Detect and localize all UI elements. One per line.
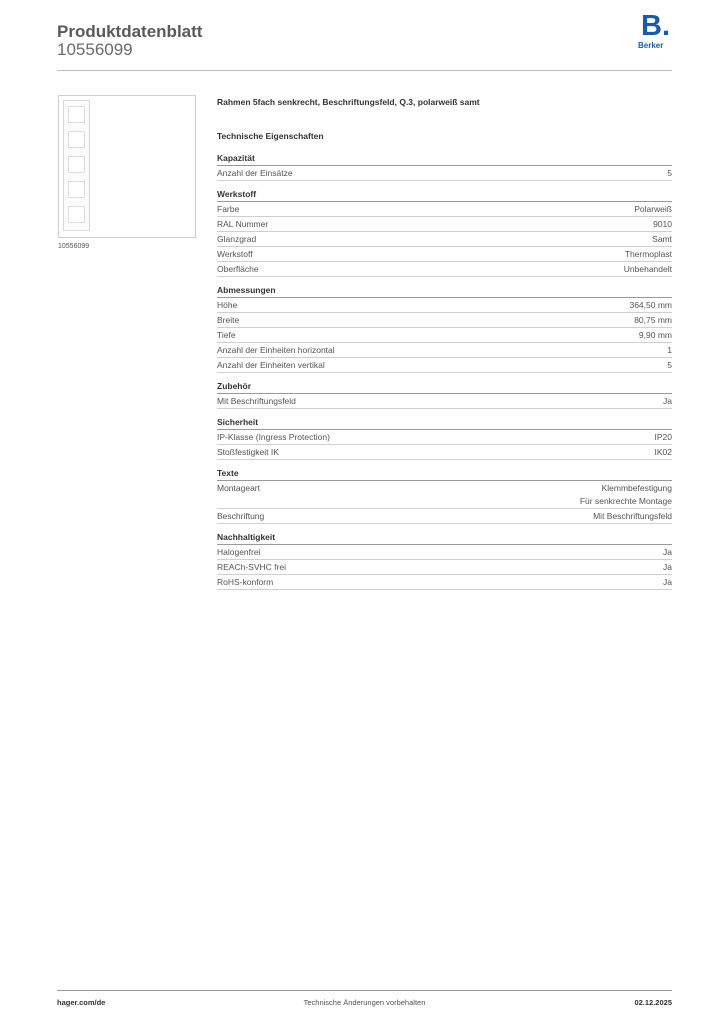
property-value: Ja — [663, 576, 672, 587]
property-label: Montageart — [217, 482, 260, 493]
property-value: 5 — [667, 167, 672, 178]
property-label: Anzahl der Einheiten vertikal — [217, 359, 325, 370]
property-value: 1 — [667, 344, 672, 355]
property-row — [217, 358, 672, 373]
product-title: Rahmen 5fach senkrecht, Beschriftungsfeld, Q.3, polarweiß samt — [217, 97, 480, 107]
property-value: 5 — [667, 359, 672, 370]
property-row — [217, 575, 672, 590]
property-section — [217, 379, 672, 409]
product-details — [217, 95, 672, 590]
property-row — [217, 328, 672, 343]
property-row — [217, 217, 672, 232]
property-value: Ja — [663, 395, 672, 406]
property-label: Beschriftung — [217, 510, 265, 521]
image-caption: 10556099 — [58, 243, 90, 250]
property-section — [217, 187, 672, 277]
footer-disclaimer: Technische Änderungen vorbehalten — [303, 998, 426, 1007]
section-title: Nachhaltigkeit — [217, 530, 672, 545]
property-label: REACh-SVHC frei — [217, 561, 286, 572]
frame-slot — [68, 206, 85, 223]
property-value: IP20 — [654, 431, 672, 442]
property-label: Werkstoff — [217, 248, 253, 259]
property-label: RoHS-konform — [217, 576, 274, 587]
property-value: Polarweiß — [634, 203, 672, 214]
property-row — [217, 298, 672, 313]
property-label: IP-Klasse (Ingress Protection) — [217, 431, 330, 442]
frame-slot — [68, 106, 85, 123]
property-value — [580, 482, 672, 508]
frame-illustration — [63, 100, 90, 231]
property-label: Anzahl der Einsätze — [217, 167, 293, 178]
property-value: Mit Beschriftungsfeld — [593, 510, 672, 521]
section-title: Sicherheit — [217, 415, 672, 430]
property-section — [217, 466, 672, 524]
property-label: RAL Nummer — [217, 218, 269, 229]
property-value: 80,75 mm — [634, 314, 672, 325]
section-title: Zubehör — [217, 379, 672, 394]
article-number: 10556099 — [57, 40, 133, 59]
property-value: Thermoplast — [624, 248, 672, 259]
property-section — [217, 283, 672, 373]
property-row — [217, 313, 672, 328]
property-label: Höhe — [217, 299, 238, 310]
property-row — [217, 545, 672, 560]
property-label: Glanzgrad — [217, 233, 257, 244]
property-label: Mit Beschriftungsfeld — [217, 395, 296, 406]
property-row — [217, 560, 672, 575]
property-row — [217, 232, 672, 247]
property-row — [217, 247, 672, 262]
property-row — [217, 394, 672, 409]
property-section — [217, 415, 672, 460]
property-section — [217, 151, 672, 181]
property-label: Halogenfrei — [217, 546, 261, 557]
frame-slot — [68, 181, 85, 198]
logo-wordmark: Berker — [638, 41, 664, 50]
property-section — [217, 530, 672, 590]
property-value: IK02 — [654, 446, 672, 457]
property-row — [217, 202, 672, 217]
frame-slot — [68, 156, 85, 173]
property-label: Tiefe — [217, 329, 236, 340]
logo-mark: B. — [641, 10, 670, 42]
page-footer — [57, 990, 672, 1011]
property-value: 9,90 mm — [638, 329, 672, 340]
property-label: Farbe — [217, 203, 240, 214]
property-value-line: Für senkrechte Montage — [579, 495, 672, 506]
page-header — [57, 10, 672, 71]
section-title: Abmessungen — [217, 283, 672, 298]
property-value: Unbehandelt — [623, 263, 672, 274]
property-value: 9010 — [653, 218, 672, 229]
property-value: Samt — [652, 233, 672, 244]
property-row — [217, 343, 672, 358]
property-row — [217, 262, 672, 277]
section-title: Texte — [217, 466, 672, 481]
property-value: 364,50 mm — [629, 299, 672, 310]
berker-logo — [638, 10, 672, 56]
section-title: Kapazität — [217, 151, 672, 166]
page-title: Produktdatenblatt — [57, 22, 203, 41]
properties-list — [217, 151, 672, 590]
property-row — [217, 430, 672, 445]
footer-date: 02.12.2025 — [634, 998, 672, 1007]
section-title: Werkstoff — [217, 187, 672, 202]
property-value: Ja — [663, 546, 672, 557]
property-label: Anzahl der Einheiten horizontal — [217, 344, 335, 355]
property-row — [217, 445, 672, 460]
footer-website: hager.com/de — [57, 998, 106, 1007]
property-value: Ja — [663, 561, 672, 572]
property-value-line: Klemmbefestigung — [601, 482, 672, 493]
frame-slot — [68, 131, 85, 148]
technical-properties-heading: Technische Eigenschaften — [217, 131, 324, 141]
property-label: Oberfläche — [217, 263, 259, 274]
property-label: Stoßfestigkeit IK — [217, 446, 279, 457]
property-row — [217, 481, 672, 509]
property-row — [217, 166, 672, 181]
property-row — [217, 509, 672, 524]
property-label: Breite — [217, 314, 240, 325]
product-image — [58, 95, 196, 238]
